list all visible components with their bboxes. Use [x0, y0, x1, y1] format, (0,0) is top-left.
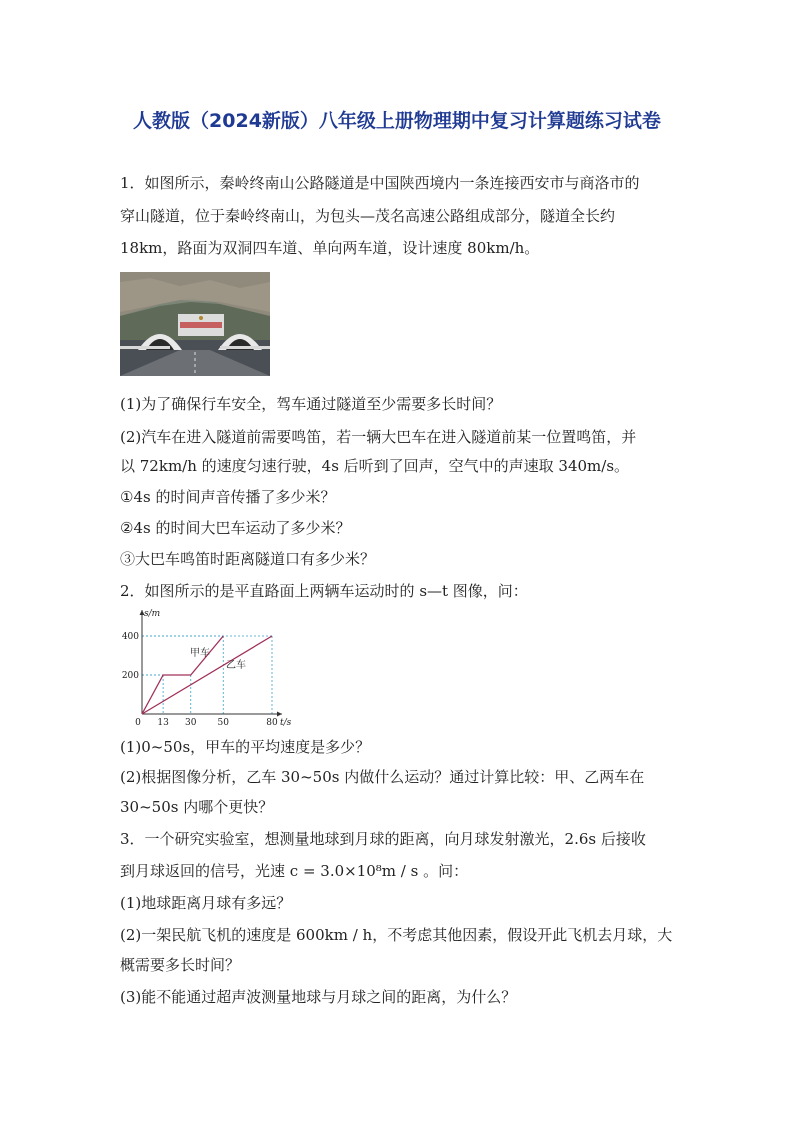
page-title: 人教版（2024新版）八年级上册物理期中复习计算题练习试卷	[133, 110, 661, 132]
q1-item-1: ①4s 的时间声音传播了多少米？	[120, 488, 336, 506]
series-label-1: 乙车	[226, 660, 246, 671]
q3-sub-question-3: (3)能不能通过超声波测量地球与月球之间的距离，为什么？	[120, 988, 517, 1006]
q1-item-2: ②4s 的时间大巴车运动了多少米？	[120, 519, 351, 537]
q1-text-line-1: 1．如图所示，秦岭终南山公路隧道是中国陕西境内一条连接西安市与商洛市的	[120, 174, 640, 192]
q1-sub-question-2-line-2: 以 72km/h 的速度匀速行驶，4s 后听到了回声，空气中的声速取 340m/s。	[120, 457, 630, 475]
q1-sub-question-2-line-1: (2)汽车在进入隧道前需要鸣笛，若一辆大巴车在进入隧道前某一位置鸣笛，并	[120, 428, 637, 446]
x-axis-label: t/s	[280, 718, 292, 728]
x-tick-label-1: 13	[157, 718, 169, 728]
s-t-graph	[120, 604, 290, 728]
q1-sub-question-1: (1)为了确保行车安全，驾车通过隧道至少需要多长时间？	[120, 395, 502, 413]
x-tick-label-3: 50	[217, 718, 229, 728]
tunnel-photo	[120, 272, 270, 376]
y-axis-label: s/m	[144, 609, 161, 619]
q1-text-line-3: 18km，路面为双洞四车道、单向两车道，设计速度 80km/h。	[120, 239, 540, 257]
x-axis-arrow	[277, 712, 282, 717]
q2-sub-question-2-line-2: 30~50s 内哪个更快？	[120, 798, 274, 816]
x-tick-label-0: 0	[135, 718, 141, 728]
q2-text-line-1: 2．如图所示的是平直路面上两辆车运动时的 s—t 图像，问：	[120, 582, 528, 600]
q3-text-line-1: 3．一个研究实验室，想测量地球到月球的距离，向月球发射激光，2.6s 后接收	[120, 830, 646, 848]
series-label-0: 甲车	[190, 648, 210, 659]
q2-sub-question-1: (1)0~50s，甲车的平均速度是多少？	[120, 738, 371, 756]
q3-sub-question-1: (1)地球距离月球有多远？	[120, 894, 292, 912]
y-tick-label-1: 400	[121, 632, 139, 642]
q1-text-line-2: 穿山隧道，位于秦岭终南山，为包头—茂名高速公路组成部分，隧道全长约	[120, 207, 616, 225]
x-tick-label-4: 80	[266, 718, 278, 728]
q3-sub-question-2-line-1: (2)一架民航飞机的速度是 600km / h，不考虑其他因素，假设开此飞机去月球，大	[120, 926, 673, 944]
q3-text-line-2: 到月球返回的信号，光速 c = 3.0×10⁸m / s 。问：	[120, 862, 469, 880]
q2-sub-question-2-line-1: (2)根据图像分析，乙车 30~50s 内做什么运动？通过计算比较：甲、乙两车在	[120, 768, 645, 786]
tunnel-illustration	[120, 272, 270, 376]
x-tick-label-2: 30	[185, 718, 197, 728]
y-tick-label-0: 200	[121, 671, 139, 681]
q3-sub-question-2-line-2: 概需要多长时间？	[120, 956, 241, 974]
q1-item-3: ③大巴车鸣笛时距离隧道口有多少米？	[120, 550, 376, 568]
